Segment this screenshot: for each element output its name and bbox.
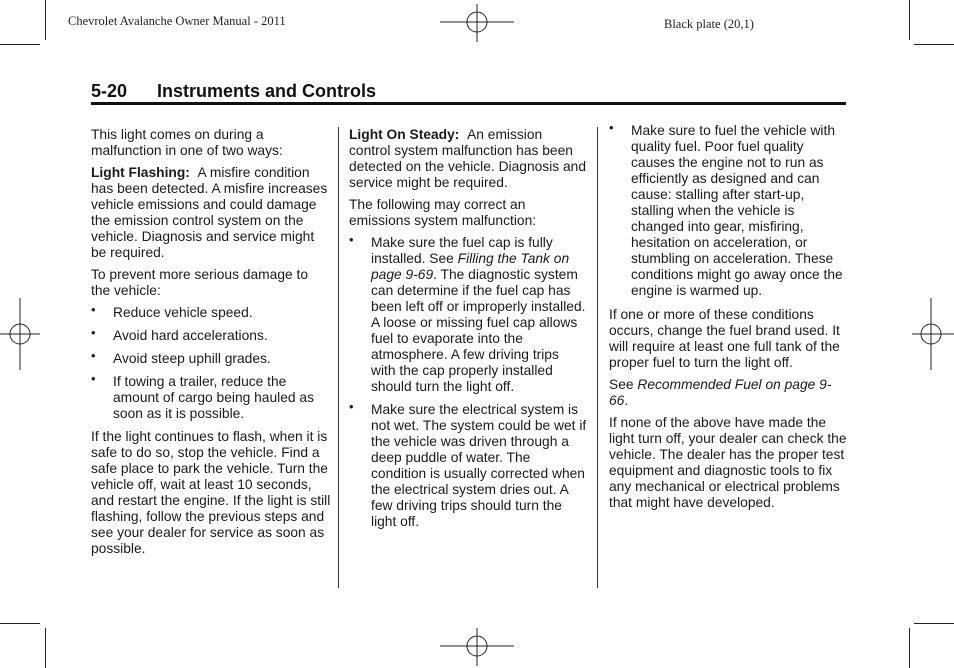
see-paragraph xyxy=(609,377,849,409)
column-1 xyxy=(91,127,331,563)
prevent-paragraph: To prevent more serious damage to the vehicle: xyxy=(91,267,309,298)
list-item xyxy=(349,235,587,395)
prevention-list xyxy=(91,305,331,422)
flashing-paragraph xyxy=(91,165,331,261)
registration-mark-icon xyxy=(440,4,514,42)
see-text: . xyxy=(624,393,629,408)
steady-paragraph xyxy=(349,127,587,191)
crop-mark xyxy=(909,628,910,668)
steady-text: An emission control system malfunction has been detected on the vehicle. Diagnosis and service might be required. xyxy=(349,127,587,190)
steady-label: Light On Steady: xyxy=(349,127,460,142)
continue-paragraph: If the light continues to flash, when it is safe to do so, stop the vehicle. Find a safe place to park the vehicle. Turn the vehicle off, wait at least 10 seconds, and restart the engine. If the light is still flashing, follow the previous steps and see your dealer for service as soon as possible. xyxy=(91,429,331,556)
correction-list xyxy=(349,235,587,530)
registration-mark-icon xyxy=(440,628,514,666)
registration-mark-icon xyxy=(0,298,40,370)
crop-mark xyxy=(914,44,954,45)
page-number: 5-20 xyxy=(91,81,128,101)
fuel-list xyxy=(609,123,849,299)
crop-mark xyxy=(914,623,954,624)
list-item: • Reduce vehicle speed. xyxy=(91,305,331,321)
column-3 xyxy=(609,123,849,517)
plate-label: Black plate (20,1) xyxy=(664,17,754,31)
crop-mark xyxy=(45,0,46,40)
column-2 xyxy=(349,127,587,537)
intro-paragraph: This light comes on during a malfunction in one of two ways: xyxy=(91,127,283,158)
crop-mark xyxy=(0,623,40,624)
list-item: • If towing a trailer, reduce the amount of cargo being hauled as soon as it is possible. xyxy=(91,374,331,422)
column-divider xyxy=(597,127,598,588)
crop-mark xyxy=(909,0,910,40)
fuel-brand-paragraph: If one or more of these conditions occurs, change the fuel brand used. It will require at least one full tank of the proper fuel to turn the light off. xyxy=(609,307,840,370)
flashing-label: Light Flashing: xyxy=(91,165,190,180)
crop-mark xyxy=(0,44,40,45)
section-title: Instruments and Controls xyxy=(157,81,377,101)
manual-title: Chevrolet Avalanche Owner Manual - 2011 xyxy=(68,14,286,28)
list-text: Make sure the fuel cap is fully installed. See xyxy=(371,235,553,266)
following-paragraph: The following may correct an emissions system malfunction: xyxy=(349,197,537,228)
cross-reference-link[interactable]: Recommended Fuel on page 9-66 xyxy=(609,377,832,408)
list-item: • Make sure the electrical system is not wet. The system could be wet if the vehicle was driven through a deep puddle of water. The condition is usually corrected when the electrical system dries out. A few driving trips should turn the light off. xyxy=(349,402,587,530)
list-text: . The diagnostic system can determine if the fuel cap has been left off or improperly installed. A loose or missing fuel cap allows fuel to evaporate into the atmosphere. A few driving trips with the cap properly installed should turn the light off. xyxy=(371,267,586,394)
cross-reference-link[interactable]: Filling the Tank on page 9-69 xyxy=(371,251,570,282)
crop-mark xyxy=(45,628,46,668)
title-rule xyxy=(91,102,846,105)
registration-mark-icon xyxy=(912,298,954,370)
flashing-text: A misfire condition has been detected. A misfire increases vehicle emissions and could damage the emission control system on the vehicle. Diagnosis and service might be required. xyxy=(91,165,328,260)
column-divider xyxy=(338,127,339,588)
dealer-paragraph: If none of the above have made the light turn off, your dealer can check the vehicle. The dealer has the proper test equipment and diagnostic tools to fix any mechanical or electrical problems that might have developed. xyxy=(609,415,847,510)
list-item: • Avoid hard accelerations. xyxy=(91,328,331,344)
page-title xyxy=(91,81,376,102)
list-item: • Make sure to fuel the vehicle with quality fuel. Poor fuel quality causes the engine not to run as efficiently as designed and can cause: stalling after start-up, stalling when the vehicle is changed into gear, misfiring, hesitation on acceleration, or stumbling on acceleration. These conditions might go away once the engine is warmed up. xyxy=(609,123,849,299)
see-text: See xyxy=(609,377,638,392)
list-item: • Avoid steep uphill grades. xyxy=(91,351,331,367)
